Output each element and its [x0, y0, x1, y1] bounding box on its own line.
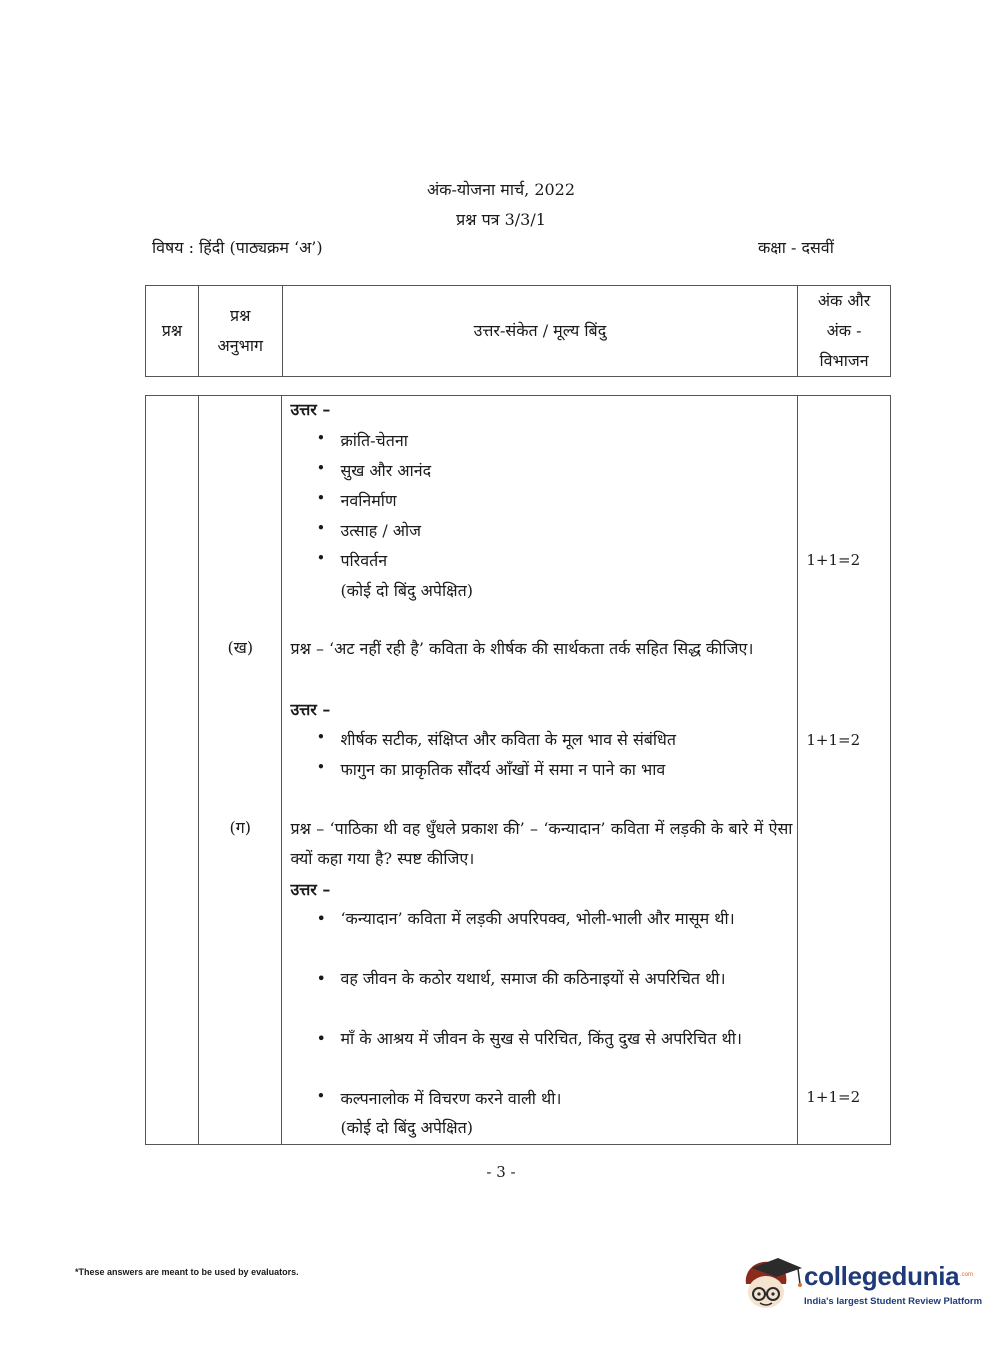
- table-header: [145, 285, 891, 377]
- answer-label: उत्तर –: [290, 400, 331, 419]
- logo-tagline: India's largest Student Review Platform: [804, 1296, 983, 1307]
- document-title: अंक-योजना मार्च, 2022: [426, 180, 576, 199]
- note: (कोई दो बिंदु अपेक्षित): [340, 1118, 473, 1137]
- subpart-kha: (ख): [227, 638, 254, 657]
- list-item: • माँ के आश्रय में जीवन के सुख से परिचित, किंतु दुख से अपरिचित थी।: [340, 1024, 792, 1054]
- class-label: कक्षा - दसवीं: [758, 238, 834, 257]
- question-text: प्रश्न – ‘पाठिका थी वह धुँधले प्रकाश की’ – ‘कन्यादान’ कविता में लड़की के बारे में ऐसा क्यों कहा गया है? स्पष्ट कीजिए।: [290, 819, 793, 868]
- mascot-icon: [742, 1250, 804, 1320]
- header-marks-line3: विभाजन: [819, 351, 869, 370]
- list-item: • ‘कन्यादान’ कविता में लड़की अपरिपक्व, भोली-भाली और मासूम थी।: [340, 904, 792, 934]
- answer-label: उत्तर –: [290, 880, 331, 899]
- list-item: • शीर्षक सटीक, संक्षिप्त और कविता के मूल भाव से संबंधित: [340, 728, 676, 750]
- question-text: प्रश्न – ‘अट नहीं रही है’ कविता के शीर्षक की सार्थकता तर्क सहित सिद्ध कीजिए।: [290, 639, 754, 658]
- header-marks-line1: अंक और: [817, 291, 871, 310]
- list-item: • उत्साह / ओज: [340, 519, 421, 541]
- subject-label: विषय : हिंदी (पाठ्यक्रम ‘अ’): [152, 238, 323, 257]
- header-subpart-line2: अनुभाग: [217, 336, 263, 355]
- marks-column: [798, 396, 891, 1145]
- list-item: • परिवर्तन: [340, 549, 387, 571]
- marks-value: 1+1=2: [806, 731, 861, 749]
- logo-domain: .com: [960, 1272, 974, 1278]
- header-subpart-line1: प्रश्न: [230, 306, 251, 325]
- header-subpart: [198, 286, 282, 377]
- list-item: • कल्पनालोक में विचरण करने वाली थी।: [340, 1087, 561, 1109]
- subpart-column: [198, 396, 282, 1145]
- header-question: प्रश्न: [146, 286, 199, 377]
- header-answer: उत्तर-संकेत / मूल्य बिंदु: [282, 286, 798, 377]
- note: (कोई दो बिंदु अपेक्षित): [340, 581, 473, 600]
- logo-wordmark: collegedunia: [804, 1261, 960, 1291]
- list-item: • क्रांति-चेतना: [340, 429, 407, 451]
- subpart-ga: (ग): [229, 818, 252, 837]
- header-marks-line2: अंक -: [826, 321, 862, 340]
- header-marks: [798, 286, 891, 377]
- answer-table: [145, 395, 891, 1145]
- marks-value: 1+1=2: [806, 551, 861, 569]
- answer-label: उत्तर –: [290, 700, 331, 719]
- paper-code: प्रश्न पत्र 3/3/1: [456, 210, 546, 229]
- list-item: • वह जीवन के कठोर यथार्थ, समाज की कठिनाइयों से अपरिचित थी।: [340, 964, 792, 994]
- list-item: • नवनिर्माण: [340, 489, 396, 511]
- marks-value: 1+1=2: [806, 1088, 861, 1106]
- page-number: - 3 -: [486, 1163, 516, 1181]
- answer-column: [282, 396, 798, 1145]
- list-item: • फागुन का प्राकृतिक सौंदर्य आँखों में समा न पाने का भाव: [340, 758, 665, 780]
- collegedunia-logo: [742, 1250, 983, 1320]
- question-column: [146, 396, 199, 1145]
- footnote: *These answers are meant to be used by evaluators.: [75, 1267, 299, 1277]
- list-item: • सुख और आनंद: [340, 459, 431, 481]
